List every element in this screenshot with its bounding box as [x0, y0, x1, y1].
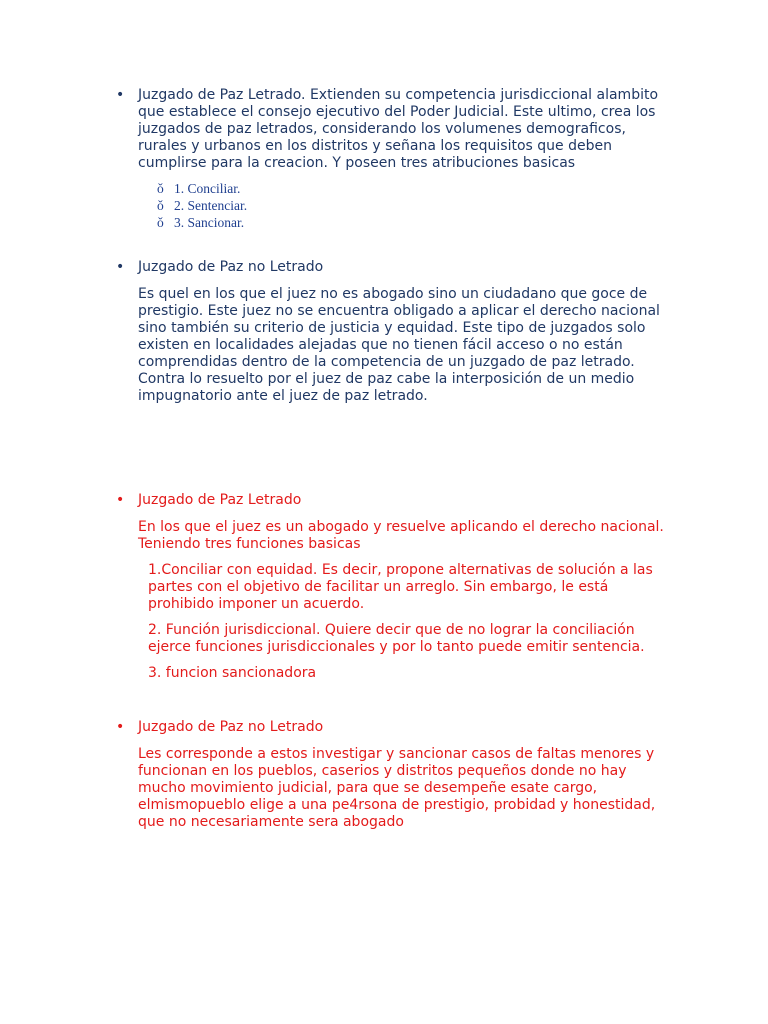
list-marker-icon: ǒ — [157, 198, 164, 213]
attributions-list — [115, 180, 675, 231]
bullet-icon: • — [116, 719, 125, 735]
section3-paragraph: En los que el juez es un abogado y resuelve aplicando el derecho nacional. Teniendo tres funciones basicas — [138, 519, 664, 552]
function-item-1: 1.Conciliar con equidad. Es decir, propone alternativas de solución a las partes con el objetivo de facilitar un arreglo. Sin embargo, le está prohibido imponer un acuerdo. — [148, 562, 653, 612]
list-item — [157, 214, 675, 231]
bullet-icon: • — [116, 492, 125, 508]
list-marker-icon: ǒ — [157, 215, 164, 230]
bullet-item — [115, 492, 675, 509]
function-item-2: 2. Función jurisdiccional. Quiere decir que de no lograr la conciliación ejerce funciones jurisdiccionales y por lo tanto puede emitir sentencia. — [148, 622, 645, 655]
section-heading: Juzgado de Paz no Letrado — [138, 719, 324, 735]
section1-paragraph: Juzgado de Paz Letrado. Extienden su competencia jurisdiccional alambito que establece el consejo ejecutivo del Poder Judicial. Este ultimo, crea los juzgados de paz letrados, considerando los volumenes demograficos, rurales y urbanos en los distritos y señana los requisitos que deben cumplirse para la creacion. Y poseen tres atribuciones basicas — [138, 87, 659, 171]
section2-paragraph: Es quel en los que el juez no es abogado sino un ciudadano que goce de prestigio. Este juez no se encuentra obligado a aplicar el derecho nacional sino también su criterio de justicia y equidad. Este tipo de juzgados solo existen en localidades alejadas que no tienen fácil acceso o no están comprendidas dentro de la competencia de un juzgado de paz letrado. Contra lo resuelto por el juez de paz cabe la interposición de un medio impugnatorio ante el juez de paz letrado. — [138, 286, 660, 404]
section-paz-no-letrado-blue — [115, 259, 675, 405]
list-item — [157, 197, 675, 214]
section-paz-letrado-blue — [115, 87, 675, 231]
bullet-icon: • — [116, 259, 125, 275]
bullet-item — [115, 87, 675, 172]
section-paz-no-letrado-red — [115, 719, 675, 831]
bullet-icon: • — [116, 87, 125, 103]
list-item-label: 2. Sentenciar. — [174, 198, 248, 213]
section-heading: Juzgado de Paz no Letrado — [138, 259, 324, 275]
list-marker-icon: ǒ — [157, 181, 164, 196]
function-item-3: 3. funcion sancionadora — [148, 665, 317, 681]
list-item-label: 3. Sancionar. — [174, 215, 245, 230]
list-item-label: 1. Conciliar. — [174, 181, 241, 196]
section-heading: Juzgado de Paz Letrado — [138, 492, 302, 508]
section-paz-letrado-red — [115, 492, 675, 682]
bullet-item — [115, 259, 675, 276]
section4-paragraph: Les corresponde a estos investigar y sancionar casos de faltas menores y funcionan en los pueblos, caserios y distritos pequeños donde no hay mucho movimiento judicial, para que se desempeñe esate cargo, elmismopueblo elige a una pe4rsona de prestigio, probidad y honestidad, que no necesariamente sera abogado — [138, 746, 656, 830]
list-item — [157, 180, 675, 197]
bullet-item — [115, 719, 675, 736]
